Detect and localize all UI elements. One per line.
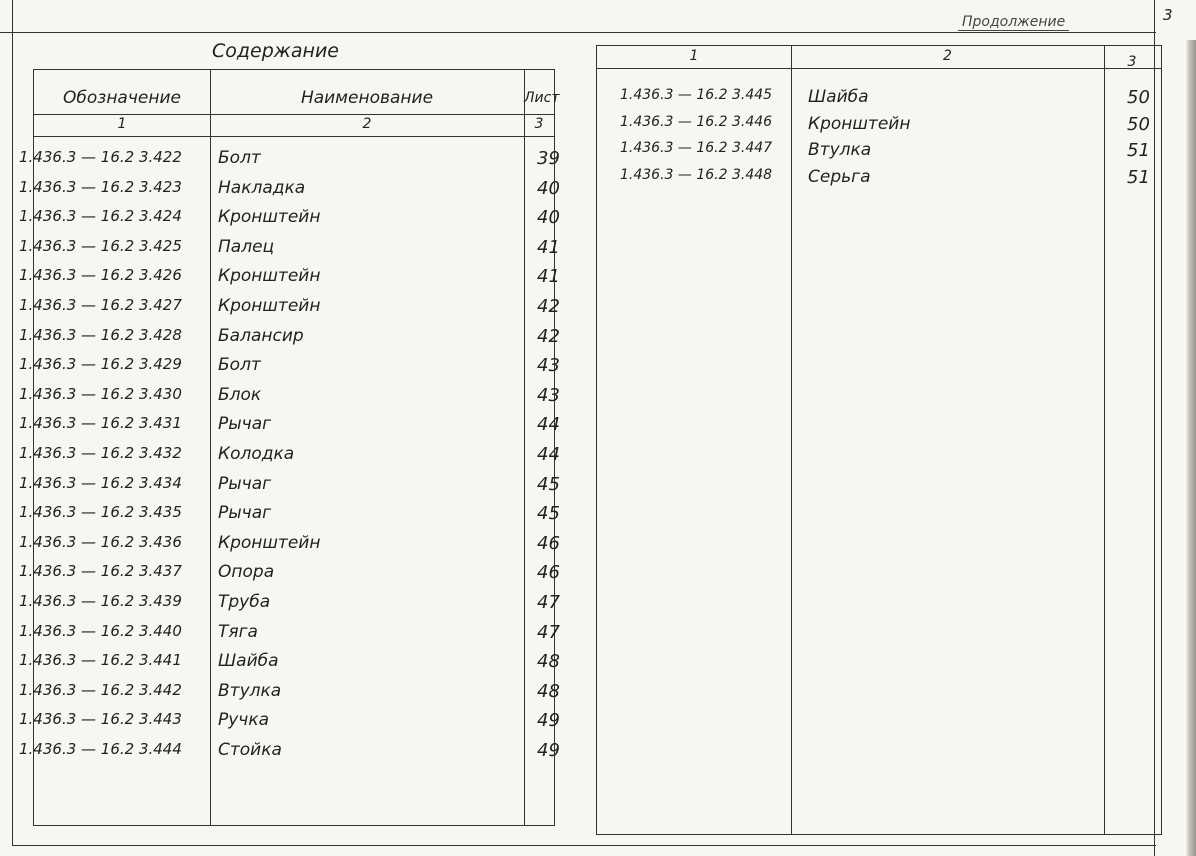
table-row xyxy=(0,296,560,326)
sheet-cell: 48 xyxy=(537,651,560,673)
name-cell: Блок xyxy=(218,384,262,405)
table-row xyxy=(0,237,560,267)
name-cell: Кронштейн xyxy=(218,295,321,316)
sheet-cell: 46 xyxy=(537,532,560,554)
sheet-cell: 47 xyxy=(537,621,560,643)
contents-title: Содержание xyxy=(212,40,339,62)
designation-cell: 1.436.3 — 16.2 3.428 xyxy=(19,325,182,344)
column-number-2: 2 xyxy=(943,48,952,64)
sheet-cell: 42 xyxy=(537,325,560,347)
sheet-cell: 50 xyxy=(1127,113,1150,135)
right-table-rows xyxy=(0,87,1150,193)
designation-cell: 1.436.3 — 16.2 3.446 xyxy=(620,113,773,130)
contents-table-right xyxy=(596,45,1162,835)
designation-cell: 1.436.3 — 16.2 3.436 xyxy=(19,532,182,551)
table-row xyxy=(0,87,1150,114)
designation-cell: 1.436.3 — 16.2 3.442 xyxy=(19,680,182,699)
sheet-cell: 43 xyxy=(537,384,560,406)
designation-cell: 1.436.3 — 16.2 3.445 xyxy=(620,87,773,103)
designation-cell: 1.436.3 — 16.2 3.435 xyxy=(19,503,182,522)
name-cell: Кронштейн xyxy=(218,207,321,228)
table-row xyxy=(0,592,560,622)
designation-cell: 1.436.3 — 16.2 3.424 xyxy=(19,207,182,226)
table-row xyxy=(0,474,560,504)
table-row xyxy=(0,414,560,444)
name-cell: Накладка xyxy=(218,177,306,198)
sheet-cell: 41 xyxy=(537,266,560,288)
name-cell: Болт xyxy=(218,355,261,376)
name-cell: Стойка xyxy=(218,739,282,760)
sheet-cell: 50 xyxy=(1127,87,1150,108)
table-row xyxy=(0,326,560,356)
sheet-cell: 48 xyxy=(537,680,560,702)
scan-edge-shadow xyxy=(1186,40,1196,856)
name-cell: Палец xyxy=(218,236,275,257)
sheet-cell: 42 xyxy=(537,295,560,317)
left-table-rows xyxy=(0,148,560,769)
designation-cell: 1.436.3 — 16.2 3.439 xyxy=(19,591,182,610)
name-cell: Болт xyxy=(218,148,261,168)
sheet-cell: 39 xyxy=(537,148,560,169)
name-cell: Кронштейн xyxy=(218,532,321,553)
name-cell: Шайба xyxy=(218,651,279,672)
designation-cell: 1.436.3 — 16.2 3.440 xyxy=(19,621,182,640)
designation-cell: 1.436.3 — 16.2 3.432 xyxy=(19,443,182,462)
column-number-3: 3 xyxy=(1127,54,1137,70)
name-cell: Втулка xyxy=(808,140,872,160)
table-row xyxy=(0,355,560,385)
designation-cell: 1.436.3 — 16.2 3.448 xyxy=(620,166,773,183)
name-cell: Тяга xyxy=(218,621,258,642)
header-designation: Обозначение xyxy=(63,88,181,108)
sheet-cell: 46 xyxy=(537,562,560,584)
designation-cell: 1.436.3 — 16.2 3.423 xyxy=(19,177,182,196)
sheet-cell: 45 xyxy=(537,473,560,495)
name-cell: Опора xyxy=(218,562,275,583)
sheet-cell: 41 xyxy=(537,236,560,258)
page-number: 3 xyxy=(1163,6,1173,24)
frame-bottom-line xyxy=(12,845,1156,846)
name-cell: Ручка xyxy=(218,710,270,731)
table-row xyxy=(0,166,1150,194)
column-divider xyxy=(791,46,792,834)
name-cell: Рычаг xyxy=(218,473,272,494)
name-cell: Рычаг xyxy=(218,414,272,435)
sheet-cell: 49 xyxy=(537,739,560,761)
designation-cell: 1.436.3 — 16.2 3.434 xyxy=(19,473,182,492)
sheet-cell: 44 xyxy=(537,443,560,465)
frame-top-line xyxy=(0,32,1156,33)
table-row xyxy=(0,710,560,740)
designation-cell: 1.436.3 — 16.2 3.437 xyxy=(19,562,182,581)
name-cell: Втулка xyxy=(218,680,282,701)
column-number-2: 2 xyxy=(362,116,372,132)
sheet-cell: 51 xyxy=(1127,140,1150,161)
table-row xyxy=(0,207,560,237)
designation-cell: 1.436.3 — 16.2 3.444 xyxy=(19,739,182,758)
sheet-cell: 51 xyxy=(1127,166,1150,188)
designation-cell: 1.436.3 — 16.2 3.427 xyxy=(19,295,182,314)
name-cell: Шайба xyxy=(808,87,869,107)
designation-cell: 1.436.3 — 16.2 3.443 xyxy=(19,710,182,729)
sheet-cell: 43 xyxy=(537,355,560,377)
column-divider xyxy=(1104,46,1105,834)
name-cell: Балансир xyxy=(218,325,304,346)
table-row xyxy=(0,533,560,563)
table-row xyxy=(0,113,1150,141)
name-cell: Серьга xyxy=(808,166,871,187)
name-cell: Рычаг xyxy=(218,503,272,524)
sheet-cell: 40 xyxy=(537,177,560,199)
sheet-cell: 45 xyxy=(537,503,560,525)
table-row xyxy=(0,385,560,415)
table-row xyxy=(0,622,560,652)
table-row xyxy=(0,740,560,770)
designation-cell: 1.436.3 — 16.2 3.429 xyxy=(19,355,182,374)
table-row xyxy=(0,140,1150,167)
sheet-cell: 40 xyxy=(537,207,560,229)
sheet-cell: 44 xyxy=(537,414,560,436)
name-cell: Кронштейн xyxy=(218,266,321,287)
continued-label: Продолжение xyxy=(958,14,1069,31)
table-row xyxy=(0,503,560,533)
name-cell: Колодка xyxy=(218,443,295,464)
sheet-cell: 49 xyxy=(537,710,560,732)
column-number-3: 3 xyxy=(534,116,544,132)
designation-cell: 1.436.3 — 16.2 3.431 xyxy=(19,414,182,433)
designation-cell: 1.436.3 — 16.2 3.430 xyxy=(19,384,182,403)
name-cell: Труба xyxy=(218,591,271,612)
sheet-cell: 47 xyxy=(537,591,560,613)
designation-cell: 1.436.3 — 16.2 3.426 xyxy=(19,266,182,285)
table-row xyxy=(0,266,560,296)
column-number-1: 1 xyxy=(117,116,127,132)
designation-cell: 1.436.3 — 16.2 3.441 xyxy=(19,651,182,670)
name-cell: Кронштейн xyxy=(808,113,911,134)
table-row xyxy=(0,681,560,711)
column-number-1: 1 xyxy=(689,48,699,64)
table-row xyxy=(0,444,560,474)
designation-cell: 1.436.3 — 16.2 3.447 xyxy=(620,140,773,156)
column-number-divider xyxy=(597,68,1161,69)
designation-cell: 1.436.3 — 16.2 3.425 xyxy=(19,236,182,255)
table-row xyxy=(0,562,560,592)
designation-cell: 1.436.3 — 16.2 3.422 xyxy=(19,148,182,166)
table-row xyxy=(0,651,560,681)
header-name: Наименование xyxy=(300,88,434,108)
header-sheet: Лист xyxy=(524,90,560,106)
